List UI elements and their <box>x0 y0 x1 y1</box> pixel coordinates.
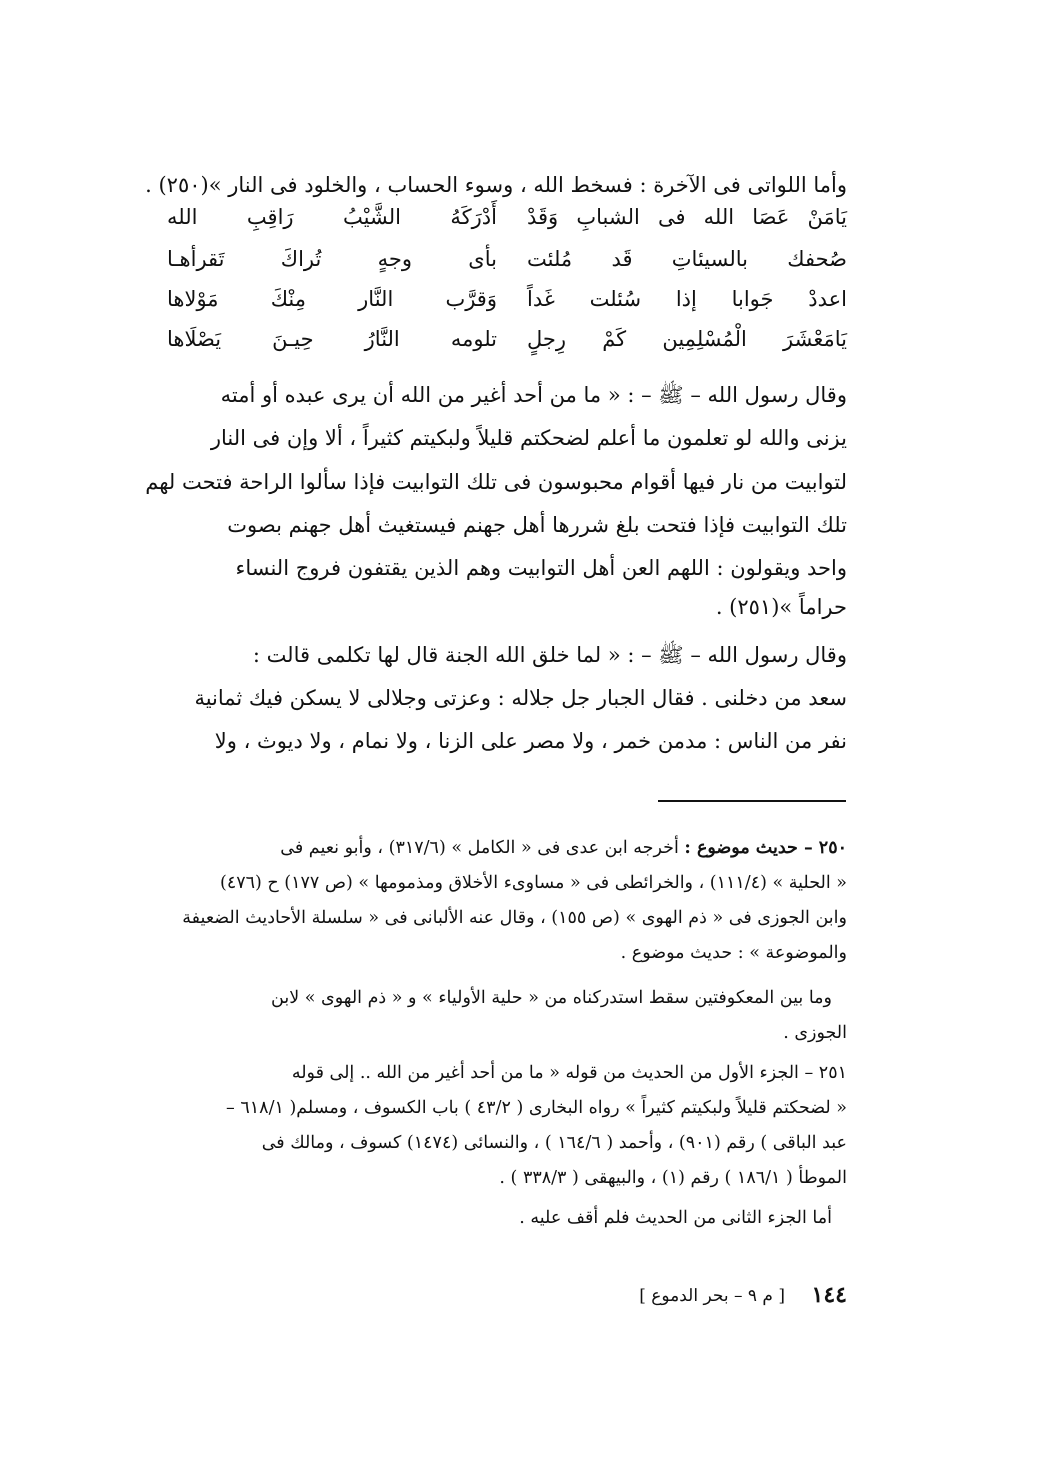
paragraph-line: تلك التوابيت فإذا فتحت بلغ شررها أهل جهنم فيستغيث أهل جهنم بصوت <box>227 513 847 537</box>
intro-line: وأما اللواتى فى الآخرة : فسخط الله ، وسوء الحساب ، والخلود فى النار »(٢٥٠) . <box>145 173 847 197</box>
footnote-line: الموطأ ( ١٨٦/١ ) رقم (١) ، والبيهقى ( ٣٣٨/٣ ) . <box>499 1168 847 1188</box>
footnote-line: « لضحكتم قليلاً ولبكيتم كثيراً » رواه البخارى ( ٤٣/٢ ) باب الكسوف ، ومسلم( ٦١٨/١ – <box>226 1098 847 1118</box>
paragraph-line: نفر من الناس : مدمن خمر ، ولا مصر على الزنا ، ولا نمام ، ولا ديوث ، ولا <box>214 729 847 753</box>
poem-verse <box>167 287 847 327</box>
footnote-line: ٢٥١ – الجزء الأول من الحديث من قوله « ما من أحد أغير من الله .. إلى قوله <box>291 1063 847 1083</box>
footnote-line: « الحلية » (١١١/٤) ، والخرائطى فى « مساوىء الأخلاق ومذمومها » (ص ١٧٧) ح (٤٧٦) <box>220 873 847 893</box>
paragraph-line: وقال رسول الله – ﷺ – : « ما من أحد أغير من الله أن يرى عبده أو أمته <box>220 383 847 407</box>
poem-first-hemistich: صُحفك بالسيئاتِ قَد مُلئت <box>527 247 847 271</box>
poem-verse <box>167 327 847 367</box>
book-signature: [ م ٩ – بحر الدموع ] <box>639 1286 785 1306</box>
paragraph-line: واحد ويقولون : اللهم العن أهل التوابيت وهم الذين يقتفون فروج النساء <box>235 556 847 580</box>
poem-first-hemistich: يَامَعْشَرَ الْمُسْلِمِين كَمْ رِجلٍ <box>527 327 847 351</box>
footnote-line: أما الجزء الثانى من الحديث فلم أقف عليه . <box>519 1208 832 1228</box>
paragraph-line: سعد من دخلنى . فقال الجبار جل جلاله : وعزتى وجلالى لا يسكن فيك ثمانية <box>194 686 847 710</box>
paragraph-line: يزنى والله لو تعلمون ما أعلم لضحكتم قليلاً ولبكيتم كثيراً ، ألا وإن فى النار <box>210 426 847 450</box>
footnote-line <box>280 835 847 861</box>
poem-verse <box>167 205 847 245</box>
poem-first-hemistich: يَامَنْ عَصَا الله فى الشبابِ وَقَدْ <box>527 205 847 229</box>
footnote-line: والموضوعة » : حديث موضوع . <box>620 943 847 963</box>
paragraph-line: حراماً »(٢٥١) . <box>715 595 847 619</box>
footnote-250-text: أخرجه ابن عدى فى « الكامل » (٣١٧/٦) ، وأبو نعيم فى <box>280 838 679 858</box>
page-number: ١٤٤ <box>811 1282 847 1308</box>
poem-first-hemistich: اعددْ جَوابا إذا سُئلت غَداً <box>527 287 847 311</box>
poem-second-hemistich: بأى وجهٍ تُراكَ تَقرأهـا <box>167 247 497 271</box>
poem-second-hemistich: أَدْرَكَهُ الشَّيْبُ رَاقِبِ الله <box>167 205 497 229</box>
paragraph-line: وقال رسول الله – ﷺ – : « لما خلق الله الجنة قال لها تكلمى قالت : <box>252 643 847 667</box>
footnote-line: وابن الجوزى فى « ذم الهوى » (ص ١٥٥) ، وقال عنه الألبانى فى « سلسلة الأحاديث الضعيفة <box>182 908 847 928</box>
footnote-line: عبد الباقى ) رقم (٩٠١) ، وأحمد ( ١٦٤/٦ ) ، والنسائى (١٤٧٤) كسوف ، ومالك فى <box>261 1133 847 1153</box>
poem-second-hemistich: تلومه النَّارُ حِيـنَ يَصْلَاها <box>167 327 497 351</box>
footnote-line: الجوزى . <box>783 1023 847 1043</box>
paragraph-line: لتوابيت من نار فيها أقوام محبوسون فى تلك التوابيت فإذا سألوا الراحة فتحت لهم <box>145 470 847 494</box>
footnote-250-label: ٢٥٠ – حديث موضوع : <box>684 838 847 858</box>
poem-verse <box>167 247 847 287</box>
poem-second-hemistich: وَقرَّب النَّار مِنْكَ مَوْلاها <box>167 287 497 311</box>
footnote-separator <box>658 800 846 802</box>
footnote-line: وما بين المعكوفتين سقط استدركناه من « حلية الأولياء » و « ذم الهوى » لابن <box>271 988 832 1008</box>
